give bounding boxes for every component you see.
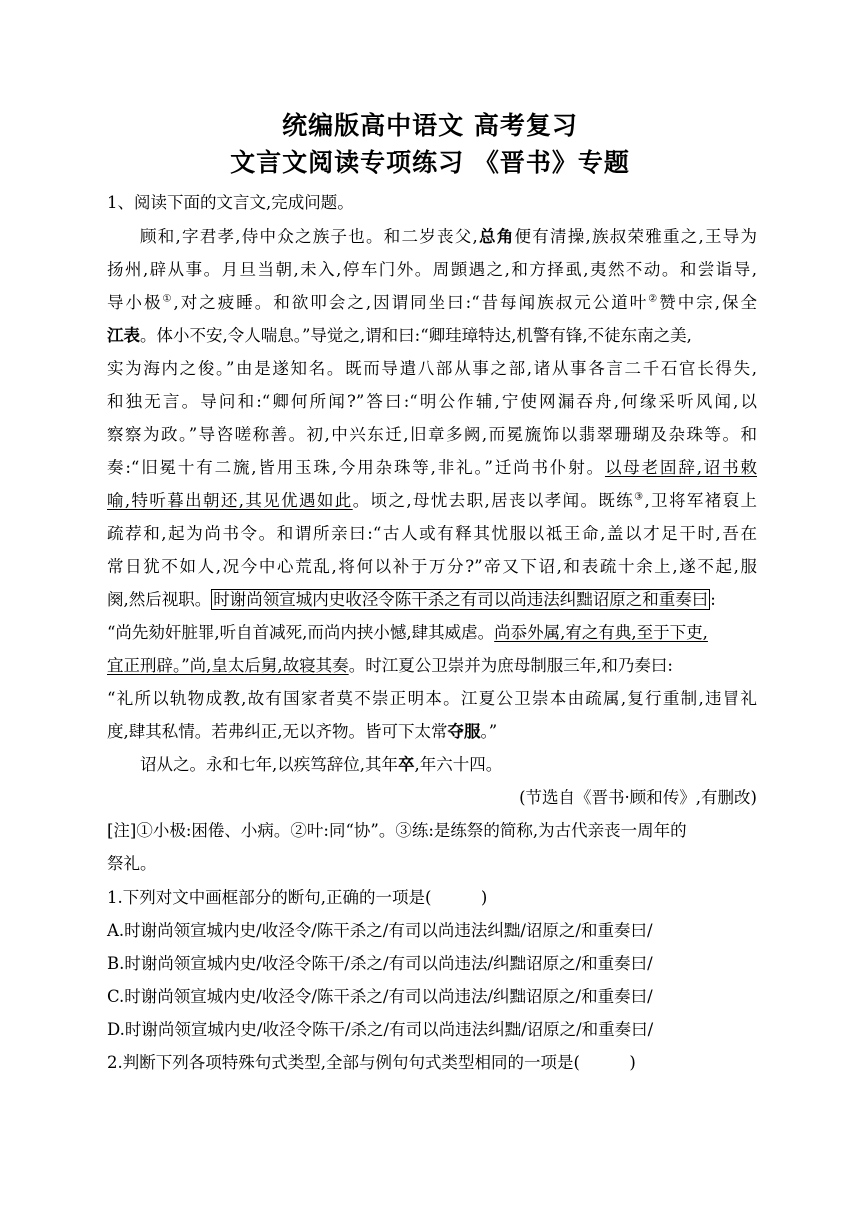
- passage-line: 导小极①,对之疲睡。和欲叩会之,因谓同坐曰:“昔每闻族叔元公道叶②赞中宗,保全: [107, 293, 758, 312]
- passage-line: 疏荐和,起为尚书令。和谓所亲曰:“古人或有释其忧服以祗王命,盖以才足干时,吾在: [107, 524, 757, 543]
- option-b: B.时谢尚领宣城内史/收泾令陈干/杀之/有司以尚违法/纠黜诏原之/和重奏曰/: [107, 954, 653, 973]
- boxed-passage: 时谢尚领宣城内史收泾令陈干杀之有司以尚违法纠黜诏原之和重奏曰: [213, 590, 709, 609]
- footnote: [注]①小极:困倦、小病。②叶:同“协”。③练:是练祭的简称,为古代亲丧一周年的: [107, 821, 687, 840]
- option-d: D.时谢尚领宣城内史/收泾令陈干/杀之/有司以尚违法纠黜/诏原之/和重奏曰/: [107, 1020, 654, 1039]
- passage-line: 阕,然后视职。 时谢尚领宣城内史收泾令陈干杀之有司以尚违法纠黜诏原之和重奏曰 :: [107, 590, 716, 609]
- passage-line: 喻,特听暮出朝还,其见优遇如此。顷之,母忧去职,居丧以孝闻。既练③,卫将军褚裒上: [107, 491, 758, 510]
- passage-line: 和独无言。导问和:“卿何所闻?”答曰:“明公作辅,宁使网漏吞舟,何缘采听风闻,以: [107, 392, 757, 411]
- passage-line: 奏:“旧冕十有二旒,皆用玉珠,今用杂珠等,非礼。”迁尚书仆射。以母老固辞,诏书敕: [107, 458, 757, 477]
- passage-line: “尚先劾奸脏罪,听自首减死,而尚内挟小憾,肆其威虐。尚忝外属,宥之有典,至于下吏,: [107, 623, 708, 642]
- option-c: C.时谢尚领宣城内史/收泾令/陈干杀之/有司以尚违法/纠黜诏原之/和重奏曰/: [107, 987, 653, 1006]
- underlined-sentence: 以母老固辞,诏书敕: [604, 458, 757, 477]
- footnote: 祭礼。: [107, 854, 157, 873]
- passage-line: 实为海内之俊。”由是遂知名。既而导遣八部从事之部,诸从事各言二千石官长得失,: [107, 359, 757, 378]
- passage-line: 江表。体小不安,令人喘息。”导觉之,谓和曰:“卿珪璋特达,机警有锋,不徒东南之美,: [107, 326, 692, 345]
- question-1-stem: 1.下列对文中画框部分的断句,正确的一项是( ): [107, 888, 488, 907]
- passage-line: 顾和,字君孝,侍中众之族子也。和二岁丧父,总角便有清操,族叔荣雅重之,王导为: [140, 227, 757, 246]
- question-intro: 1、阅读下面的文言文,完成问题。: [107, 193, 354, 212]
- passage-line: 察察为政。”导咨嗟称善。初,中兴东迁,旧章多阙,而冕旒饰以翡翠珊瑚及杂珠等。和: [107, 425, 757, 444]
- passage-line: 宜正刑辟。”尚,皇太后舅,故寝其奏。时江夏公卫崇并为庶母制服三年,和乃奏曰:: [107, 656, 673, 675]
- title-line-1: 统编版高中语文 高考复习: [282, 111, 578, 140]
- option-a: A.时谢尚领宣城内史/收泾令/陈干杀之/有司以尚违法纠黜/诏原之/和重奏曰/: [107, 921, 653, 940]
- question-2-stem: 2.判断下列各项特殊句式类型,全部与例句句式类型相同的一项是( ): [107, 1053, 636, 1072]
- source-citation: (节选自《晋书·顾和传》,有删改): [519, 788, 757, 807]
- passage-line: 度,肆其私情。若弗纠正,无以齐物。皆可下太常夺服。”: [107, 722, 498, 741]
- title-line-2: 文言文阅读专项练习 《晋书》专题: [230, 148, 630, 177]
- passage-line: 常日犹不如人,况今中心荒乱,将何以补于万分?”帝又下诏,和表疏十余上,遂不起,服: [107, 557, 757, 576]
- underlined-sentence: 宜正刑辟。”尚,皇太后舅,故寝其奏: [107, 656, 349, 675]
- passage-line: “礼所以轨物成教,故有国家者莫不崇正明本。江夏公卫崇本由疏属,复行重制,违冒礼: [107, 689, 757, 708]
- passage-line: 诏从之。永和七年,以疾笃辞位,其年卒,年六十四。: [140, 755, 503, 774]
- underlined-sentence: 尚忝外属,宥之有典,至于下吏,: [494, 623, 708, 642]
- passage-line: 扬州,辟从事。月旦当朝,未入,停车门外。周顗遇之,和方择虱,夷然不动。和尝诣导,: [107, 260, 757, 279]
- underlined-sentence: 喻,特听暮出朝还,其见优遇如此: [107, 491, 353, 510]
